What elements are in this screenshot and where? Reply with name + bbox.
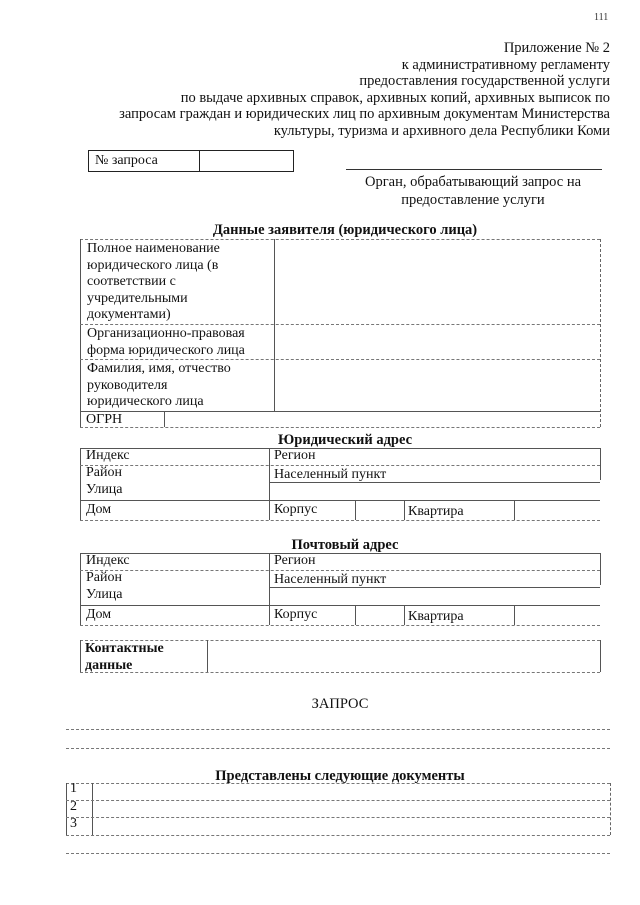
postal-apartment-label: Квартира	[408, 609, 464, 624]
divider	[66, 853, 610, 854]
legal-index-field[interactable]	[162, 449, 266, 464]
postal-settlement-label: Населенный пункт	[274, 572, 387, 587]
full-name-label	[87, 241, 273, 324]
table-border	[66, 783, 67, 835]
label-line: соответствии с	[87, 274, 176, 289]
contacts-label	[85, 641, 164, 674]
table-border	[269, 448, 270, 520]
legal-house-field[interactable]	[162, 502, 266, 518]
table-border	[355, 605, 356, 625]
postal-index-label: Индекс	[86, 553, 130, 568]
contacts-field[interactable]	[209, 641, 598, 671]
postal-region-label: Регион	[274, 553, 316, 568]
table-border	[80, 448, 81, 520]
ogrn-label: ОГРН	[86, 412, 123, 427]
organ-signature-line[interactable]	[346, 169, 602, 170]
table-border	[355, 500, 356, 520]
document-number: 3	[70, 816, 77, 831]
document-number: 1	[70, 781, 77, 796]
table-border	[274, 239, 275, 411]
document-number: 2	[70, 799, 77, 814]
documents-title: Представлены следующие документы	[215, 768, 465, 784]
legal-settlement-label: Населенный пункт	[274, 467, 387, 482]
appendix-header	[90, 40, 610, 139]
request-number-label: № запроса	[89, 151, 200, 171]
postal-street-label: Улица	[86, 587, 123, 602]
divider	[80, 625, 600, 626]
label-line: Организационно-правовая	[87, 326, 245, 341]
legal-address-title: Юридический адрес	[277, 432, 413, 448]
legal-building-label: Корпус	[274, 502, 318, 517]
legal-district-field[interactable]	[162, 466, 266, 480]
head-name-label	[87, 361, 273, 411]
table-border	[514, 500, 515, 520]
label-line: юридического лица	[87, 394, 204, 409]
legal-house-label: Дом	[86, 502, 112, 517]
divider	[80, 520, 600, 521]
request-number-field[interactable]	[200, 151, 293, 171]
header-line: предоставления государственной услуги	[359, 73, 610, 89]
label-line: Полное наименование	[87, 241, 220, 256]
table-border	[404, 605, 405, 625]
label-line: данные	[85, 657, 133, 673]
divider	[80, 500, 600, 501]
postal-apartment-field[interactable]	[516, 607, 598, 623]
label-line: Фамилия, имя, отчество	[87, 361, 231, 376]
table-border	[600, 239, 601, 427]
postal-house-label: Дом	[86, 607, 112, 622]
legal-apartment-label: Квартира	[408, 504, 464, 519]
postal-building-label: Корпус	[274, 607, 318, 622]
label-line: Контактные	[85, 641, 164, 656]
divider	[80, 427, 600, 428]
request-title: ЗАПРОС	[311, 696, 369, 712]
header-line: культуры, туризма и архивного дела Республики Коми	[273, 122, 610, 139]
table-border	[514, 605, 515, 625]
table-border	[404, 500, 405, 520]
header-line: к административному регламенту	[401, 56, 610, 73]
table-border	[80, 640, 81, 672]
postal-district-label: Район	[86, 570, 122, 585]
legal-form-label	[87, 326, 273, 359]
ogrn-field[interactable]	[166, 412, 599, 426]
full-name-field[interactable]	[276, 240, 599, 324]
divider	[80, 605, 600, 606]
document-field[interactable]	[94, 801, 608, 816]
divider	[269, 587, 600, 588]
legal-region-label: Регион	[274, 448, 316, 463]
postal-index-field[interactable]	[162, 554, 266, 569]
divider	[66, 835, 610, 836]
legal-district-label: Район	[86, 465, 122, 480]
label-line: форма юридического лица	[87, 342, 245, 358]
table-border	[269, 553, 270, 625]
organ-caption	[340, 173, 606, 209]
document-field[interactable]	[94, 818, 608, 833]
divider	[80, 672, 600, 673]
header-line: Приложение № 2	[503, 40, 610, 56]
label-line: руководителя	[87, 377, 168, 393]
table-border	[80, 553, 81, 625]
request-text-line[interactable]	[66, 748, 610, 749]
postal-house-field[interactable]	[162, 607, 266, 623]
applicant-section-title: Данные заявителя (юридического лица)	[212, 222, 478, 238]
header-line: по выдаче архивных справок, архивных копий, архивных выписок по	[180, 89, 610, 106]
organ-caption-line: предоставление услуги	[401, 192, 545, 208]
legal-form-field[interactable]	[276, 325, 599, 358]
table-border	[600, 448, 601, 480]
postal-settlement-field[interactable]	[402, 571, 598, 585]
legal-street-label: Улица	[86, 482, 123, 497]
divider	[269, 482, 600, 483]
request-number-box	[88, 150, 294, 172]
table-border	[207, 640, 208, 672]
table-border	[600, 553, 601, 585]
table-border	[80, 239, 81, 427]
postal-street-field[interactable]	[162, 588, 266, 603]
legal-street-field[interactable]	[162, 483, 266, 498]
label-line: учредительными	[87, 290, 188, 306]
postal-district-field[interactable]	[162, 571, 266, 585]
header-line: запросам граждан и юридических лиц по архивным документам Министерства	[119, 106, 610, 122]
table-border	[164, 411, 165, 427]
legal-region-field[interactable]	[330, 449, 598, 464]
request-text-line[interactable]	[66, 729, 610, 730]
legal-settlement-field[interactable]	[402, 466, 598, 480]
legal-building-field[interactable]	[357, 502, 401, 518]
label-line: документами)	[87, 307, 171, 322]
legal-index-label: Индекс	[86, 448, 130, 463]
document-field[interactable]	[94, 784, 608, 799]
postal-region-field[interactable]	[330, 554, 598, 569]
label-line: юридического лица (в	[87, 257, 219, 273]
legal-apartment-field[interactable]	[516, 502, 598, 518]
organ-caption-line: Орган, обрабатывающий запрос на	[364, 174, 582, 190]
page-number: 111	[594, 12, 609, 23]
table-border	[92, 783, 93, 835]
table-border	[600, 640, 601, 672]
postal-address-title: Почтовый адрес	[291, 537, 399, 553]
postal-building-field[interactable]	[357, 607, 401, 623]
head-name-field[interactable]	[276, 360, 599, 410]
table-border	[610, 783, 611, 835]
